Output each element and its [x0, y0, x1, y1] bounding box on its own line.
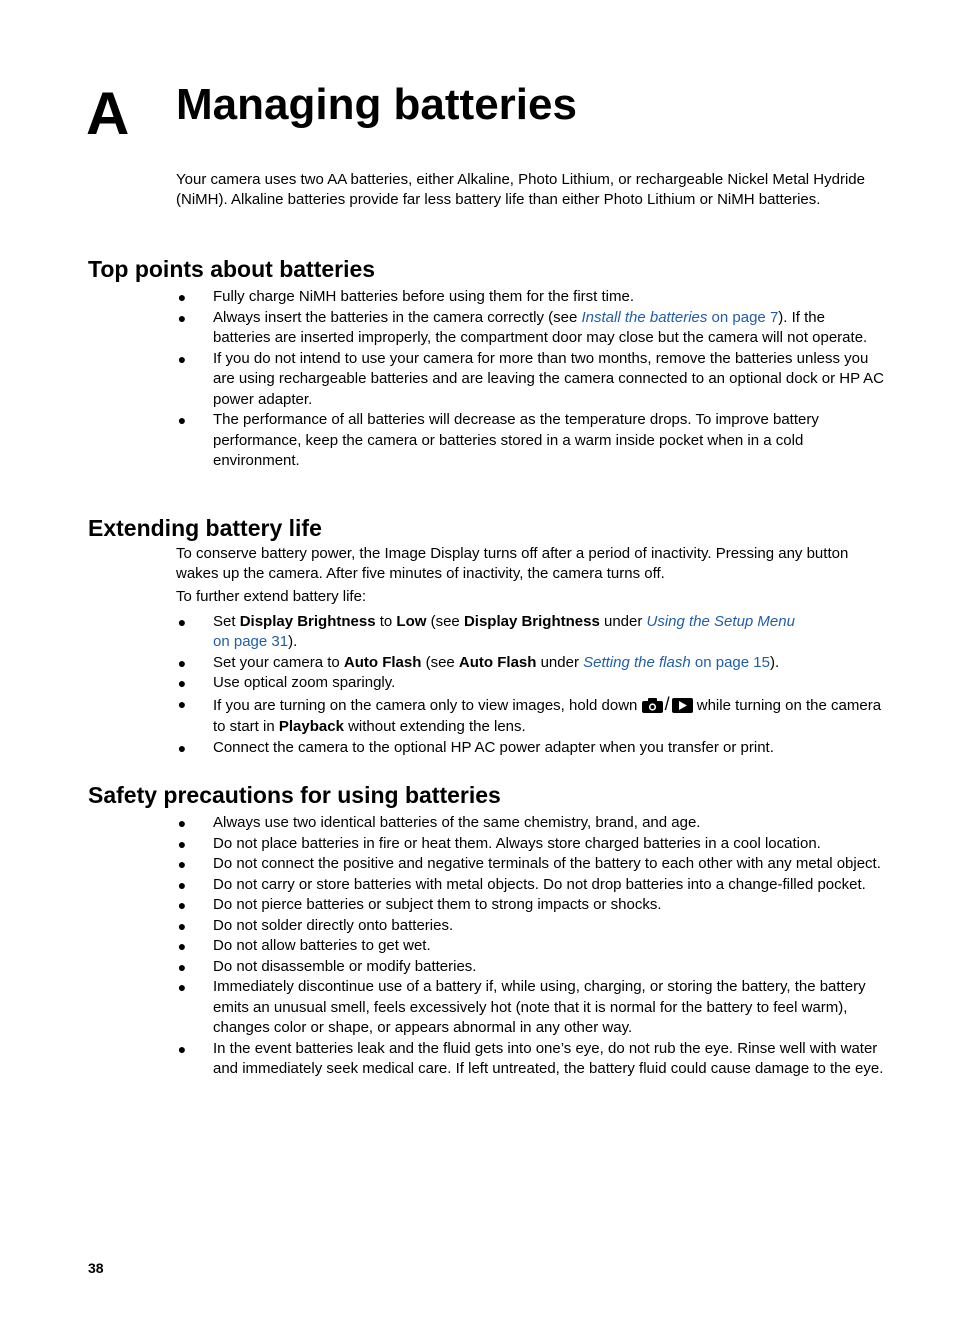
bullet-icon: ● — [177, 309, 187, 326]
link-page-31[interactable]: on page 31 — [213, 633, 289, 651]
bullet-icon: ● — [177, 350, 187, 367]
bullet-icon: ● — [177, 958, 187, 975]
intro-paragraph: Your camera uses two AA batteries, either Alkaline, Photo Lithium, or rechargeable Nickel Metal Hydride (NiMH). Alkaline batteries provide far less battery life than either Photo Lithium or NiMH batteries. — [176, 171, 865, 209]
top-points-list — [176, 287, 884, 472]
menu-term: Auto Flash — [343, 653, 422, 671]
list-item — [176, 349, 884, 411]
bullet-icon: ● — [177, 1040, 187, 1057]
item-text: ). — [769, 653, 780, 671]
item-text: Do not pierce batteries or subject them to strong impacts or shocks. — [213, 896, 662, 913]
bullet-icon: ● — [177, 876, 187, 893]
item-text: under — [599, 612, 647, 630]
item-text: Do not solder directly onto batteries. — [213, 916, 454, 934]
menu-term: Display Brightness — [463, 612, 600, 630]
item-text: Do not place batteries in fire or heat them. Always store charged batteries in a cool location. — [213, 834, 821, 852]
item-text: to — [375, 612, 397, 630]
menu-term: Auto Flash — [458, 653, 537, 671]
item-text: Do not connect the positive and negative terminals of the battery to each other with any metal object. — [213, 855, 881, 872]
top-points-section — [176, 287, 884, 472]
link-setup-menu[interactable]: Using the Setup Menu — [646, 612, 795, 630]
item-text: Do not disassemble or modify batteries. — [213, 957, 477, 975]
mode-term: Playback — [278, 718, 344, 736]
item-text: Always insert the batteries in the camera correctly (see — [213, 308, 582, 326]
item-text: The performance of all batteries will decrease as the temperature drops. To improve battery performance, keep the camera or batteries stored in a warm inside pocket when in a cold environment. — [213, 411, 819, 469]
extending-lead-in: To further extend battery life: — [176, 587, 367, 605]
list-item — [176, 834, 884, 855]
list-item — [176, 410, 884, 472]
heading-extending: Extending battery life — [88, 515, 322, 541]
item-text: Connect the camera to the optional HP AC power adapter when you transfer or print. — [213, 738, 774, 756]
item-text: while turning on the camera to start in — [213, 696, 882, 736]
item-text: If you are turning on the camera only to view images, hold down — [213, 696, 642, 714]
item-text: Set your camera to — [213, 653, 344, 671]
bullet-icon: ● — [177, 675, 187, 692]
bullet-icon: ● — [177, 412, 187, 428]
list-item — [176, 957, 884, 978]
list-item — [176, 977, 884, 1039]
chapter-letter: A — [86, 80, 130, 147]
list-item — [176, 916, 884, 937]
item-text: (see — [421, 653, 459, 671]
list-item — [176, 653, 884, 674]
bullet-icon: ● — [177, 289, 187, 305]
list-item — [176, 813, 884, 834]
item-text: Set — [213, 612, 240, 630]
link-install-batteries[interactable]: Install the batteries — [581, 308, 708, 326]
item-text: Fully charge NiMH batteries before using them for the first time. — [213, 288, 634, 305]
list-item — [176, 895, 884, 916]
bullet-icon: ● — [177, 938, 187, 954]
bullet-icon: ● — [177, 613, 187, 630]
list-item — [176, 936, 884, 957]
item-text: Use optical zoom sparingly. — [213, 674, 396, 692]
intro-section — [176, 170, 884, 211]
heading-top-points: Top points about batteries — [88, 256, 376, 282]
link-page-15[interactable]: on page 15 — [690, 653, 770, 671]
link-page-7[interactable]: on page 7 — [707, 308, 779, 326]
heading-safety: Safety precautions for using batteries — [88, 782, 501, 808]
page-title: Managing batteries — [176, 80, 577, 129]
list-item — [176, 673, 884, 694]
bullet-icon: ● — [177, 739, 187, 756]
item-text: ). If the batteries are inserted improperly, the compartment door may close but the camera will not operate. — [213, 308, 868, 346]
link-setting-flash[interactable]: Setting the flash — [583, 653, 691, 671]
extending-list — [176, 612, 884, 759]
item-text: Do not carry or store batteries with metal objects. Do not drop batteries into a change-filled pocket. — [213, 875, 866, 893]
list-item — [176, 287, 884, 308]
list-item — [176, 1039, 884, 1080]
list-item — [176, 738, 884, 759]
camera-icon — [642, 698, 663, 713]
bullet-icon: ● — [177, 695, 187, 712]
list-item — [176, 854, 884, 875]
list-item — [176, 308, 884, 349]
bullet-icon: ● — [177, 917, 187, 934]
list-item — [176, 875, 884, 896]
item-text: ). — [288, 633, 298, 651]
bullet-icon: ● — [177, 815, 187, 831]
item-text: Immediately discontinue use of a battery if, while using, charging, or storing the battery, the battery emits an unusual smell, feels excessively hot (note that it is normal for the battery to feel warm), changes color or shape, or appears abnormal in any other way. — [213, 978, 866, 1036]
bullet-icon: ● — [177, 654, 187, 671]
item-text: In the event batteries leak and the fluid gets into one’s eye, do not rub the eye. Rinse well with water and immediately seek medical care. If left untreated, the battery fluid could cause damage to the eye. — [213, 1039, 884, 1077]
bullet-icon: ● — [177, 856, 187, 872]
item-text: under — [536, 653, 584, 671]
bullet-icon: ● — [177, 835, 187, 852]
safety-list — [176, 813, 884, 1080]
bullet-icon: ● — [177, 897, 187, 913]
item-text: Always use two identical batteries of the same chemistry, brand, and age. — [213, 814, 701, 831]
extending-paragraph: To conserve battery power, the Image Display turns off after a period of inactivity. Pressing any button wakes up the camera. After five minutes of inactivity, the camera turns off. — [176, 545, 849, 583]
bullet-icon: ● — [177, 979, 187, 995]
safety-section — [176, 813, 884, 1080]
item-text: If you do not intend to use your camera for more than two months, remove the batteries unless you are using rechargeable batteries and are leaving the camera connected to an optional dock or HP AC power adapter. — [213, 349, 884, 408]
list-item — [176, 612, 884, 653]
list-item — [176, 694, 884, 738]
extending-section — [176, 544, 884, 758]
playback-icon — [672, 698, 693, 713]
menu-term: Display Brightness — [239, 612, 376, 630]
page-number: 38 — [88, 1260, 104, 1276]
item-text: Do not allow batteries to get wet. — [213, 937, 431, 954]
item-text: without extending the lens. — [343, 718, 526, 736]
item-text: (see — [426, 612, 464, 630]
menu-term: Low — [396, 612, 427, 630]
slash-separator: / — [664, 693, 670, 714]
